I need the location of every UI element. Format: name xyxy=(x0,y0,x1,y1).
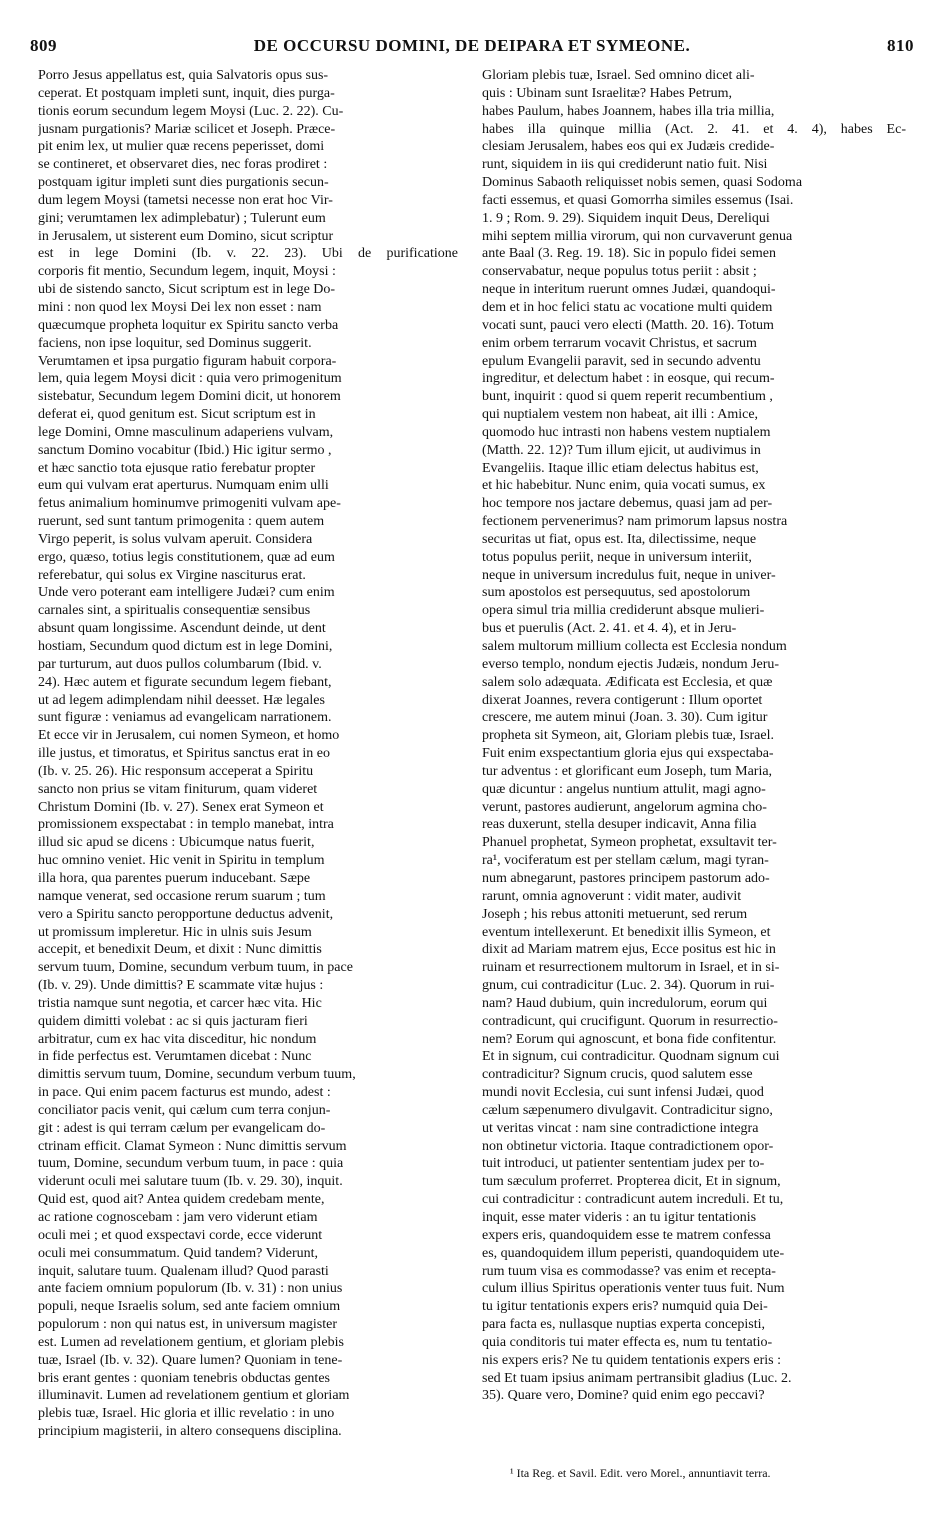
text-line: tuum, Domine, secundum verbum tuum, in pace : quia xyxy=(38,1156,344,1172)
text-line: ut promissum impleretur. Hic in ulnis suis Jesum xyxy=(38,924,312,940)
text-line: principium magisterii, in altero consequens disciplina. xyxy=(38,1424,342,1440)
text-line: servum tuum, Domine, secundum verbum tuum, in pace xyxy=(38,960,353,976)
page-number-right: 810 xyxy=(887,36,914,55)
text-line: para facta es, nullasque nuptias experta concepisti, xyxy=(482,1317,765,1333)
text-line: runt, siquidem in iis qui crediderunt natio fuit. Nisi xyxy=(482,157,768,173)
text-line: non obtinetur victoria. Itaque contradictionem opor- xyxy=(482,1138,774,1154)
text-line: (Ib. v. 25. 26). Hic responsum acceperat a Spiritu xyxy=(38,763,314,779)
text-line: corporis fit mentio, Secundum legem, inquit, Moysi : xyxy=(38,264,336,280)
text-line: dixerat Joannes, revera contigerunt : Illum oportet xyxy=(482,692,763,708)
text-line: quidem dimitti volebat : ac si quis jacturam fieri xyxy=(38,1013,308,1029)
text-line: in pace. Qui enim pacem facturus est mundo, adest : xyxy=(38,1085,331,1101)
text-line: expers eris, quandoquidem esse te matrem confessa xyxy=(482,1227,771,1243)
text-line: promissionem exspectabat : in templo manebat, intra xyxy=(38,817,334,833)
running-title: DE OCCURSU DOMINI, DE DEIPARA ET SYMEONE. xyxy=(253,36,691,55)
text-line: Unde vero poterant eam intelligere Judæi? cum enim xyxy=(38,585,335,601)
text-line: sanctum Domino vocabitur (Ibid.) Hic igitur sermo , xyxy=(38,442,332,458)
text-line: plebis tuæ, Israel. Hic gloria et illic revelatio : in uno xyxy=(38,1406,335,1422)
text-line: 1. 9 ; Rom. 9. 29). Siquidem inquit Deus, Dereliqui xyxy=(482,210,770,226)
text-line: bris erant gentes : quoniam tenebris obductas gentes xyxy=(38,1370,330,1386)
text-line: se contineret, et observaret dies, nec foras prodiret : xyxy=(38,157,328,173)
text-line: ceperat. Et postquam impleti sunt, inquit, dies purga- xyxy=(38,85,335,101)
text-line: Joseph ; his rebus attoniti metuerunt, sed rerum xyxy=(482,906,748,922)
text-line: ac ratione cognoscebam : jam vero viderunt etiam xyxy=(38,1210,318,1225)
text-line: tum sæculum proferret. Propterea dicit, Et in signum, xyxy=(482,1174,781,1190)
text-line: ubi de sistendo sancto, Sicut scriptum est in lege Do- xyxy=(38,282,336,298)
text-line: nem? Eorum qui agnoscunt, et bona fide confitentur. xyxy=(482,1031,777,1047)
text-line: est in lege Domini (Ib. v. 22. 23). Ubi de purificatione xyxy=(38,246,458,262)
text-line: postquam igitur impleti sunt dies purgationis secun- xyxy=(38,175,329,191)
text-line: neque in universum incredulus fuit, neque in univer- xyxy=(482,567,776,583)
text-line: hostiam, Secundum quod dictum est in lege Domini, xyxy=(38,639,333,654)
text-line: tu igitur tentationis expers eris? numquid quia Dei- xyxy=(482,1299,768,1315)
text-line: rum tuum visa es commodasse? vas enim et recepta- xyxy=(482,1263,776,1279)
text-line: absunt quam longissime. Ascendunt deinde, ut dent xyxy=(38,621,326,637)
text-line: carnales sint, a spiritualis consequentiæ sensibus xyxy=(38,603,311,619)
text-line: illa hora, qua parentes puerum inducebant. Sæpe xyxy=(38,870,311,886)
text-line: ergo, quæso, totius legis constitutionem, quæ ad eum xyxy=(38,549,335,565)
text-line: Quid est, quod ait? Antea quidem credebam mente, xyxy=(38,1192,325,1208)
text-line: sed Et tuam ipsius animam pertransibit gladius (Luc. 2. xyxy=(482,1370,792,1386)
text-line: ruinam et resurrectionem multorum in Israel, et in si- xyxy=(482,960,780,976)
text-line: sistebatur, Secundum legem Domini dicit, ut honorem xyxy=(38,389,341,405)
text-line: in fide perfectus est. Verumtamen dicebat : Nunc xyxy=(38,1049,312,1065)
text-line: ille justus, et timoratus, et Spiritus sanctus erat in eo xyxy=(38,746,331,762)
text-line: accepit, et benedixit Deum, et dixit : Nunc dimittis xyxy=(38,942,322,958)
text-line: namque venerat, sed occasione rerum suarum ; tum xyxy=(38,888,326,904)
text-line: contradicunt, qui crucifigunt. Quorum in resurrectio- xyxy=(482,1013,778,1029)
text-line: vero a Spiritu sancto peropportune deductus advenit, xyxy=(38,906,334,922)
text-line: propheta sit Symeon, ait, Gloriam plebis tuæ, Israel. xyxy=(482,728,775,744)
text-line: habes illa quinque millia (Act. 2. 41. et 4. 4), habes Ec- xyxy=(482,121,906,137)
text-line: tuæ, Israel (Ib. v. 32). Quare lumen? Quoniam in tene- xyxy=(38,1352,343,1368)
text-line: arbitratur, cum ex hac vita disceditur, hic nondum xyxy=(38,1031,317,1047)
text-line: quia conditoris tui mater effecta es, num tu tentatio- xyxy=(482,1334,773,1350)
text-line: ra¹, vociferatum est per stellam cælum, magi tyran- xyxy=(482,853,769,869)
text-line: viderunt oculi mei salutare tuum (Ib. v. 29. 30), inquit. xyxy=(38,1174,343,1190)
text-line: illud sic apud se dicens : Ubicumque natus fuerit, xyxy=(38,835,315,851)
page-number-left: 809 xyxy=(30,36,57,55)
right-text-column xyxy=(482,67,906,1405)
text-line: Fuit enim exspectantium gloria ejus qui exspectaba- xyxy=(482,746,774,762)
text-line: opera simul tria millia crediderunt absque mulieri- xyxy=(482,603,765,619)
text-line: es, quandoquidem illum peperisti, quandoquidem ute- xyxy=(482,1245,785,1261)
text-line: inquit, esse mater videris : an tu igitur tentationis xyxy=(482,1210,757,1225)
text-line: conciliator pacis venit, qui cælum cum terra conjun- xyxy=(38,1102,331,1118)
text-line: ante Baal (3. Reg. 19. 18). Sic in populo fidei semen xyxy=(482,246,776,262)
text-line: everso templo, nondum ejectis Judæis, nondum Jeru- xyxy=(482,656,780,672)
text-line: tur adventus : et glorificant eum Joseph, tum Maria, xyxy=(482,763,773,779)
text-line: fetus animalium hominumve primogeniti vulvam ape- xyxy=(38,496,341,512)
text-line: 35). Quare vero, Domine? quid enim ego peccavi? xyxy=(482,1388,765,1404)
text-line: culum illius Spiritus operationis venter tuus fuit. Num xyxy=(482,1281,785,1297)
text-line: huc omnino veniet. Hic venit in Spiritu in templum xyxy=(38,853,325,869)
text-line: epulum Evangelii paravit, sed in secundo adventu xyxy=(482,353,761,369)
text-line: bunt, inquirit : quod si quem reperit recumbentium , xyxy=(482,389,773,405)
text-line: et hæc sanctio tota ejusque ratio ferebatur propter xyxy=(38,460,316,476)
text-line: dixit ad Mariam matrem ejus, Ecce positus est hic in xyxy=(482,942,776,958)
text-line: rarunt, omnia agnoverunt : vidit mater, audivit xyxy=(482,888,742,904)
text-line: quis : Ubinam sunt Israelitæ? Habes Petrum, xyxy=(482,85,733,101)
text-line: cælum sæpenumero divulgavit. Contradicitur signo, xyxy=(482,1102,773,1118)
footnote: ¹ Ita Reg. et Savil. Edit. vero Morel., annuntiavit terra. xyxy=(510,1466,771,1480)
text-line: vocati sunt, pauci vero electi (Matth. 20. 16). Totum xyxy=(482,317,774,333)
text-line: Evangeliis. Itaque illic etiam delectus habitus est, xyxy=(482,460,759,476)
text-line: lem, quia legem Moysi dicit : quia vero primogenitum xyxy=(38,371,342,387)
text-line: contradicitur? Signum crucis, quod salutem esse xyxy=(482,1067,753,1083)
text-line: (Matth. 22. 12)? Tum illum ejicit, ut audivimus in xyxy=(482,442,761,458)
text-line: mini : non quod lex Moysi Dei lex non esset : nam xyxy=(38,299,322,315)
text-line: (Ib. v. 29). Unde dimittis? E scammate vitæ hujus : xyxy=(38,978,324,994)
text-line: salem solo adæquata. Ædificata est Ecclesia, et quæ xyxy=(482,674,773,690)
text-line: oculi mei consummatum. Quid tandem? Viderunt, xyxy=(38,1245,319,1261)
text-line: conservabatur, neque populus totus periit : absit ; xyxy=(482,264,757,280)
text-line: in Jerusalem, ut sisterent eum Domino, sicut scriptur xyxy=(38,228,334,244)
text-line: lege Domini, Omne masculinum adaperiens vulvam, xyxy=(38,424,334,440)
text-line: Virgo peperit, is solus vulvam aperuit. Considera xyxy=(38,531,313,547)
text-line: populi, neque Israelis solum, sed ante faciem omnium xyxy=(38,1299,341,1315)
text-line: ante faciem omnium populorum (Ib. v. 31) : non unius xyxy=(38,1281,343,1297)
text-line: bus et puerulis (Act. 2. 41. et 4. 4), et in Jeru- xyxy=(482,621,737,637)
text-line: mundi novit Ecclesia, cui sunt infensi Judæi, quod xyxy=(482,1085,764,1101)
text-line: Phanuel prophetat, Symeon prophetat, exsultavit ter- xyxy=(482,835,777,851)
text-line: Gloriam plebis tuæ, Israel. Sed omnino dicet ali- xyxy=(482,68,755,83)
text-line: deferat ei, quod genitum est. Sicut scriptum est in xyxy=(38,407,316,423)
text-line: sancto non prius se vitam finiturum, quam videret xyxy=(38,781,318,797)
text-line: git : adest is qui terram cælum per evangelicam do- xyxy=(38,1120,326,1136)
text-line: facti essemus, et quasi Gomorrha similes essemus (Isai. xyxy=(482,192,794,208)
text-line: totus populus periit, neque in universum interiit, xyxy=(482,549,752,565)
text-line: tuit introduci, ut patienter sententiam judex per to- xyxy=(482,1156,765,1172)
text-line: securitas ut fiat, opus est. Ita, dilectissime, neque xyxy=(482,531,757,547)
text-line: Verumtamen et ipsa purgatio figuram habuit corpora- xyxy=(38,353,337,369)
text-line: Christum Domini (Ib. v. 27). Senex erat Symeon et xyxy=(38,799,324,815)
text-line: reas duxerunt, stella desuper indicavit, Anna filia xyxy=(482,817,757,833)
text-line: tionis eorum secundum legem Moysi (Luc. 2. 22). Cu- xyxy=(38,103,344,119)
text-line: neque in interitum ruerunt omnes Judæi, quandoqui- xyxy=(482,282,776,298)
running-header xyxy=(30,36,914,62)
text-line: oculi mei ; et quod exspectavi corde, ecce viderunt xyxy=(38,1227,323,1243)
text-line: crescere, me autem minui (Joan. 3. 30). Cum igitur xyxy=(482,710,768,726)
text-line: mihi septem millia virorum, qui non curvaverunt genua xyxy=(482,228,793,244)
text-line: ctrinam efficit. Clamat Symeon : Nunc dimittis servum xyxy=(38,1138,347,1154)
text-line: sum apostolos est persequutus, sed apostolorum xyxy=(482,585,751,601)
text-line: Dominus Sabaoth reliquisset nobis semen, quasi Sodoma xyxy=(482,175,803,191)
text-line: quæ dicuntur : angelus nuntium attulit, magi agno- xyxy=(482,781,766,797)
text-line: cui contradicitur : contradicunt autem increduli. Et tu, xyxy=(482,1192,784,1208)
text-line: inquit, salutare tuum. Qualenam illud? Quod parasti xyxy=(38,1263,329,1279)
text-line: clesiam Jerusalem, habes eos qui ex Judæis credide- xyxy=(482,139,775,155)
text-line: et hic habebitur. Nunc enim, quia vocati sumus, ex xyxy=(482,478,766,494)
text-line: jusnam purgationis? Mariæ scilicet et Joseph. Præce- xyxy=(38,121,336,137)
text-line: est. Lumen ad revelationem gentium, et gloriam plebis xyxy=(38,1334,344,1350)
text-line: gini; verumtamen lex adimplebatur) ; Tulerunt eum xyxy=(38,210,326,226)
left-text-column xyxy=(38,67,458,1441)
text-line: fectionem pervenerimus? nam primorum lapsus nostra xyxy=(482,514,788,530)
text-line: pit enim lex, ut mulier quæ recens peperisset, domi xyxy=(38,139,325,155)
text-line: ut ad legem adimplendam nihil deesset. Hæ legales xyxy=(38,692,325,708)
text-line: num abnegarunt, pastores principem pastorum ado- xyxy=(482,870,770,886)
text-line: dem et in hoc felici statu ac vocatione multi quidem xyxy=(482,299,773,315)
text-line: faciens, non ipse loquitur, sed Dominus suggerit. xyxy=(38,335,312,351)
text-line: verunt, pastores audierunt, angelorum agmina cho- xyxy=(482,799,767,815)
text-line: tristia namque sunt negotia, et carcer hæc vita. Hic xyxy=(38,995,322,1011)
text-line: hoc tempore nos jactare debemus, quasi jam ad per- xyxy=(482,496,773,512)
text-line: Et in signum, cui contradicitur. Quodnam signum cui xyxy=(482,1049,780,1065)
text-line: sunt figuræ : veniamus ad evangelicam narrationem. xyxy=(38,710,332,726)
text-line: ut veritas vincat : nam sine contradictione integra xyxy=(482,1120,759,1136)
text-line: nam? Haud dubium, quin incredulorum, eorum qui xyxy=(482,995,768,1011)
text-line: habes Paulum, habes Joannem, habes illa tria millia, xyxy=(482,103,775,119)
text-line: ruerunt, sed sunt tantum primogenita : quem autem xyxy=(38,514,325,530)
text-line: referebatur, qui solus ex Virgine nasciturus erat. xyxy=(38,567,306,583)
text-line: eum qui vulvam erat aperturus. Numquam enim ulli xyxy=(38,478,329,494)
text-line: illuminavit. Lumen ad revelationem gentium et gloriam xyxy=(38,1388,350,1404)
text-line: Et ecce vir in Jerusalem, cui nomen Symeon, et homo xyxy=(38,728,340,744)
text-line: dimittis servum tuum, Domine, secundum verbum tuum, xyxy=(38,1067,356,1083)
text-line: gnum, cui contradicitur (Luc. 2. 34). Quorum in rui- xyxy=(482,978,775,994)
text-line: Porro Jesus appellatus est, quia Salvatoris opus sus- xyxy=(38,68,329,83)
text-line: nis expers eris? Ne tu quidem tentationis expers eris : xyxy=(482,1352,781,1368)
text-line: eventum intellexerunt. Et benedixit illis Symeon, et xyxy=(482,924,771,940)
text-line: dum legem Moysi (tametsi necesse non erat hoc Vir- xyxy=(38,192,333,208)
text-line: 24). Hæc autem et figurate secundum legem fiebant, xyxy=(38,674,332,690)
text-line: ingreditur, et delectum habet : in eosque, qui recum- xyxy=(482,371,775,387)
text-line: quæcumque propheta loquitur ex Spiritu sancto verba xyxy=(38,317,339,333)
text-line: quomodo huc intrasti non habens vestem nuptialem xyxy=(482,424,771,440)
text-line: salem multorum millium collecta est Ecclesia nondum xyxy=(482,639,787,654)
text-line: populorum : non qui natus est, in universum magister xyxy=(38,1317,338,1333)
text-line: qui nuptialem vestem non habeat, ait illi : Amice, xyxy=(482,407,759,423)
text-line: enim orbem terrarum vocavit Christus, et sacrum xyxy=(482,335,757,351)
text-line: par turturum, aut duos pullos columbarum (Ibid. v. xyxy=(38,656,322,672)
